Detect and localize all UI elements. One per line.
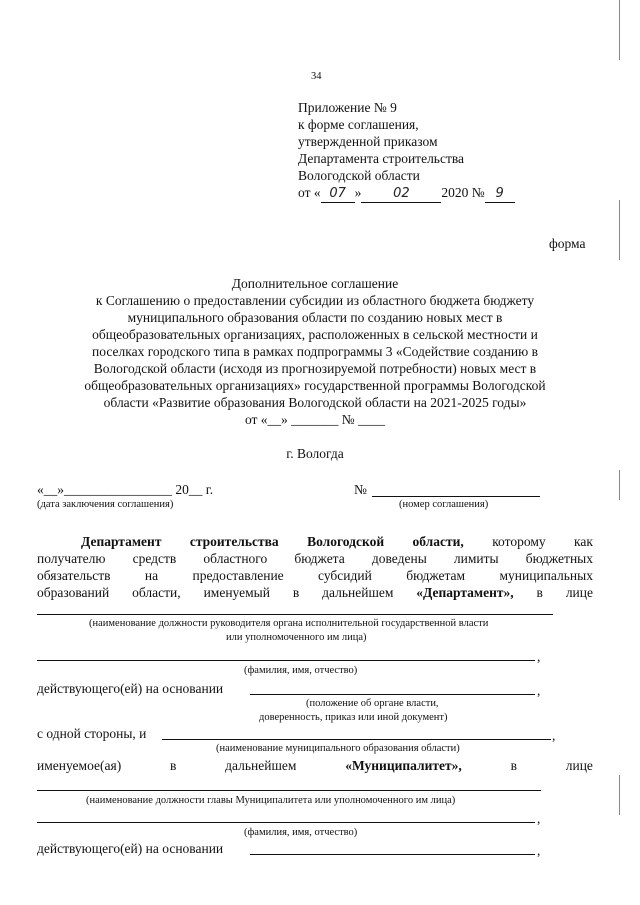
acting-on-basis-label-2: действующего(ей) на основании (37, 841, 224, 856)
date-prefix: от « (298, 185, 321, 200)
title-line-5: поселках городского типа в рамках подпрограммы 3 «Содействие созданию в (92, 344, 538, 359)
blank-line-municipality (162, 739, 551, 740)
appendix-line-5: Вологодской области (298, 168, 420, 183)
caption-municipality: (наименование муниципального образования области) (216, 743, 460, 754)
word: в (536, 585, 543, 600)
word: получателю (37, 551, 106, 566)
word: Департамент (81, 534, 162, 549)
caption-basis-1: (положение об органе власти, (306, 698, 439, 709)
city: г. Вологда (286, 446, 344, 461)
caption-head-position-2: или уполномоченного им лица) (226, 632, 367, 643)
date-day-handwritten: 07 (321, 186, 355, 203)
word: средств (132, 551, 177, 566)
page-edge-mark (619, 200, 620, 260)
word: муниципальных (499, 568, 593, 583)
word: в (170, 758, 177, 773)
word: бюджетам (406, 568, 466, 583)
blank-line-fio (37, 660, 535, 661)
word: как (574, 534, 593, 549)
caption-fio: (фамилия, имя, отчество) (244, 665, 358, 676)
paragraph-line-4 (37, 585, 593, 601)
comma: , (552, 728, 556, 743)
word: доведены (371, 551, 427, 566)
document-number-handwritten: 9 (485, 186, 515, 203)
page-edge-mark (619, 775, 620, 815)
appendix-line-2: к форме соглашения, (298, 117, 419, 132)
agreement-number-caption: (номер соглашения) (399, 499, 489, 510)
word: которому (492, 534, 546, 549)
comma: , (537, 683, 541, 698)
word: лице (565, 585, 593, 600)
caption-basis-2: доверенность, приказ или иной документ) (259, 712, 448, 723)
blank-line-fio-2 (37, 822, 535, 823)
paragraph-line-3 (37, 568, 593, 584)
appendix-line-1: Приложение № 9 (298, 100, 397, 115)
word: именуемый (203, 585, 270, 600)
title-line-8: области «Развитие образования Вологодской области на 2021-2025 годы» (103, 395, 527, 410)
caption-head-municipality: (наименование должности главы Муниципалитета или уполномоченного им лица) (86, 795, 456, 806)
word: областного (203, 551, 268, 566)
appendix-line-4: Департамента строительства (298, 151, 465, 166)
blank-line-basis-2 (250, 854, 535, 855)
comma: , (537, 811, 541, 826)
paragraph-line-1 (37, 534, 593, 550)
paragraph-line-2 (37, 551, 593, 567)
word: Вологодской (307, 534, 385, 549)
word: в (510, 758, 517, 773)
date-year-text: 2020 № (441, 185, 485, 200)
blank-line-head-municipality (37, 790, 541, 791)
word: «Муниципалитет», (345, 758, 462, 773)
title-line-9: от «__» _______ № ____ (244, 412, 386, 427)
title-line-1: Дополнительное соглашение (231, 276, 399, 291)
word: лице (565, 758, 593, 773)
title-line-3: муниципального образования области по созданию новых мест в (127, 310, 503, 325)
form-label: форма (549, 236, 586, 251)
agreement-number-sign: № (354, 482, 367, 497)
word: строительства (189, 534, 279, 549)
title-line-7: общеобразовательных организациях» государственной программы Вологодской (84, 378, 546, 393)
word: именуемое(ая) (37, 758, 122, 773)
word: области, (132, 585, 181, 600)
word: лимиты (453, 551, 499, 566)
word: на (144, 568, 159, 583)
acting-on-basis-label: действующего(ей) на основании (37, 681, 224, 696)
title-line-4: общеобразовательных организациях, расположенных в сельской местности и (92, 327, 538, 342)
word: бюджета (294, 551, 345, 566)
word: образований (37, 585, 110, 600)
date-mid: » (354, 185, 362, 200)
page-edge-mark (619, 470, 620, 500)
agreement-date-caption: (дата заключения соглашения) (37, 499, 174, 510)
caption-fio-2: (фамилия, имя, отчество) (244, 827, 358, 838)
word: предоставление (192, 568, 284, 583)
word: бюджетных (525, 551, 593, 566)
page-edge-mark (619, 0, 620, 60)
title-line-2: к Соглашению о предоставлении субсидии из областного бюджета бюджету (95, 293, 535, 308)
word: дальнейшем (225, 758, 297, 773)
date-month-handwritten: 02 (361, 186, 441, 203)
word: «Департамент», (416, 585, 514, 600)
one-side-label: с одной стороны, и (37, 726, 147, 741)
word: обязательств (37, 568, 111, 583)
comma: , (537, 649, 541, 664)
word: в (292, 585, 300, 600)
agreement-number-line (372, 496, 540, 497)
appendix-line-3: утвержденной приказом (298, 134, 438, 149)
title-line-6: Вологодской области (исходя из прогнозируемой потребности) новых мест в (93, 361, 537, 376)
word: субсидий (318, 568, 372, 583)
blank-line-basis (250, 694, 535, 695)
named-line (37, 758, 593, 774)
page-number: 34 (311, 71, 322, 82)
word: дальнейшем (322, 585, 394, 600)
comma: , (537, 843, 541, 858)
caption-head-position-1: (наименование должности руководителя органа исполнительной государственной власти (89, 618, 489, 629)
appendix-date-line (298, 185, 515, 203)
word: области, (412, 534, 464, 549)
agreement-date-blank: «__»________________ 20__ г. (37, 482, 214, 497)
blank-line-head-position (37, 614, 553, 615)
